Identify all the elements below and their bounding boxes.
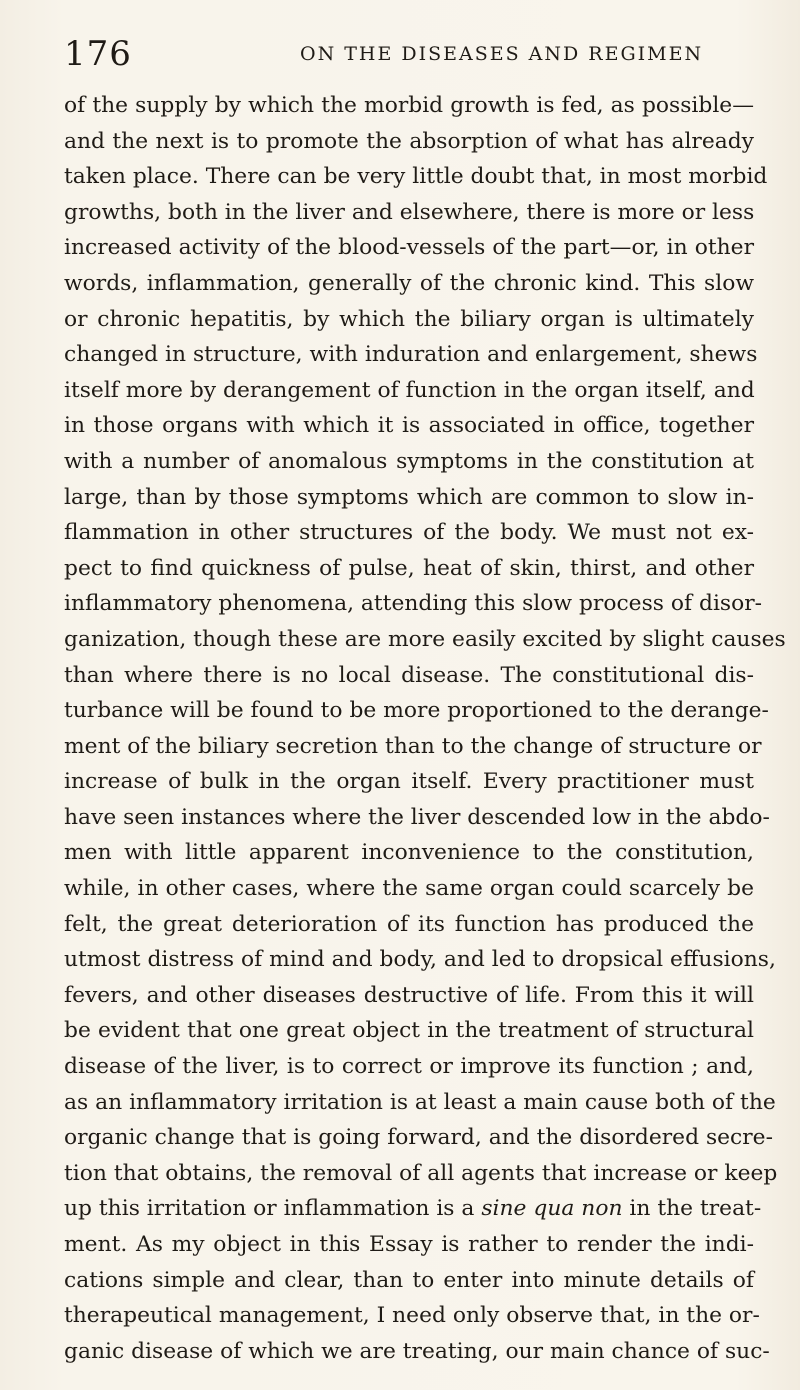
text-line: pect to find quickness of pulse, heat of skin, thirst, and other [64,555,754,581]
text-line: in those organs with which it is associated in office, together [64,413,754,439]
text-line: itself more by derangement of function in the organ itself, and [64,377,755,403]
text-line: flammation in other structures of the body. We must not ex- [64,520,754,546]
page-number: 176 [64,34,132,74]
text-line: turbance will be found to be more proportioned to the derange- [64,698,769,724]
text-line: as an inflammatory irritation is at least a main cause both of the [64,1089,776,1115]
text-line-with-italic [64,1191,762,1227]
text-line: ganic disease of which we are treating, our main chance of suc- [64,1338,770,1364]
text-line: than where there is no local disease. The constitutional dis- [64,662,754,688]
body-text [64,88,786,1369]
text-line: fevers, and other diseases destructive of life. From this it will [64,982,754,1008]
text-line: disease of the liver, is to correct or improve its function ; and, [64,1054,754,1080]
text-line: large, than by those symptoms which are common to slow in- [64,484,754,510]
text-line: of the supply by which the morbid growth is fed, as possible— [64,93,754,118]
text-line: have seen instances where the liver descended low in the abdo- [64,804,770,830]
running-head [64,34,754,74]
text-line: changed in structure, with induration and enlargement, shews [64,342,758,368]
text-line: taken place. There can be very little doubt that, in most morbid [64,164,768,190]
text-line: ganization, though these are more easily excited by slight causes [64,626,786,652]
text-line: while, in other cases, where the same organ could scarcely be [64,876,754,902]
text-fragment: in the treat- [629,1196,762,1222]
text-line: tion that obtains, the removal of all agents that increase or keep [64,1160,778,1186]
text-line: utmost distress of mind and body, and led to dropsical effusions, [64,947,776,973]
text-line: felt, the great deterioration of its function has produced the [64,911,754,937]
text-line: men with little apparent inconvenience to the constitution, [64,840,754,866]
text-line: or chronic hepatitis, by which the biliary organ is ultimately [64,306,754,332]
text-line: be evident that one great object in the treatment of structural [64,1018,754,1044]
text-line: inflammatory phenomena, attending this slow process of disor- [64,591,763,617]
text-fragment: up this irritation or inflammation is a [64,1196,475,1222]
text-line: increased activity of the blood-vessels of the part—or, in other [64,235,754,261]
text-line: words, inflammation, generally of the chronic kind. This slow [64,270,754,296]
italic-phrase: sine qua non [481,1196,623,1222]
text-line: with a number of anomalous symptoms in the constitution at [64,448,754,474]
running-head-title: ON THE DISEASES AND REGIMEN [300,43,704,65]
text-line: therapeutical management, I need only observe that, in the or- [64,1303,760,1329]
text-line: cations simple and clear, than to enter into minute details of [64,1267,754,1293]
text-line: and the next is to promote the absorption of what has already [64,128,754,154]
text-line: ment. As my object in this Essay is rather to render the indi- [64,1232,754,1257]
text-line: increase of bulk in the organ itself. Every practitioner must [64,769,754,795]
text-line: ment of the biliary secretion than to the change of structure or [64,733,762,759]
text-line: growths, both in the liver and elsewhere, there is more or less [64,199,755,225]
text-line: organic change that is going forward, and the disordered secre- [64,1125,773,1151]
